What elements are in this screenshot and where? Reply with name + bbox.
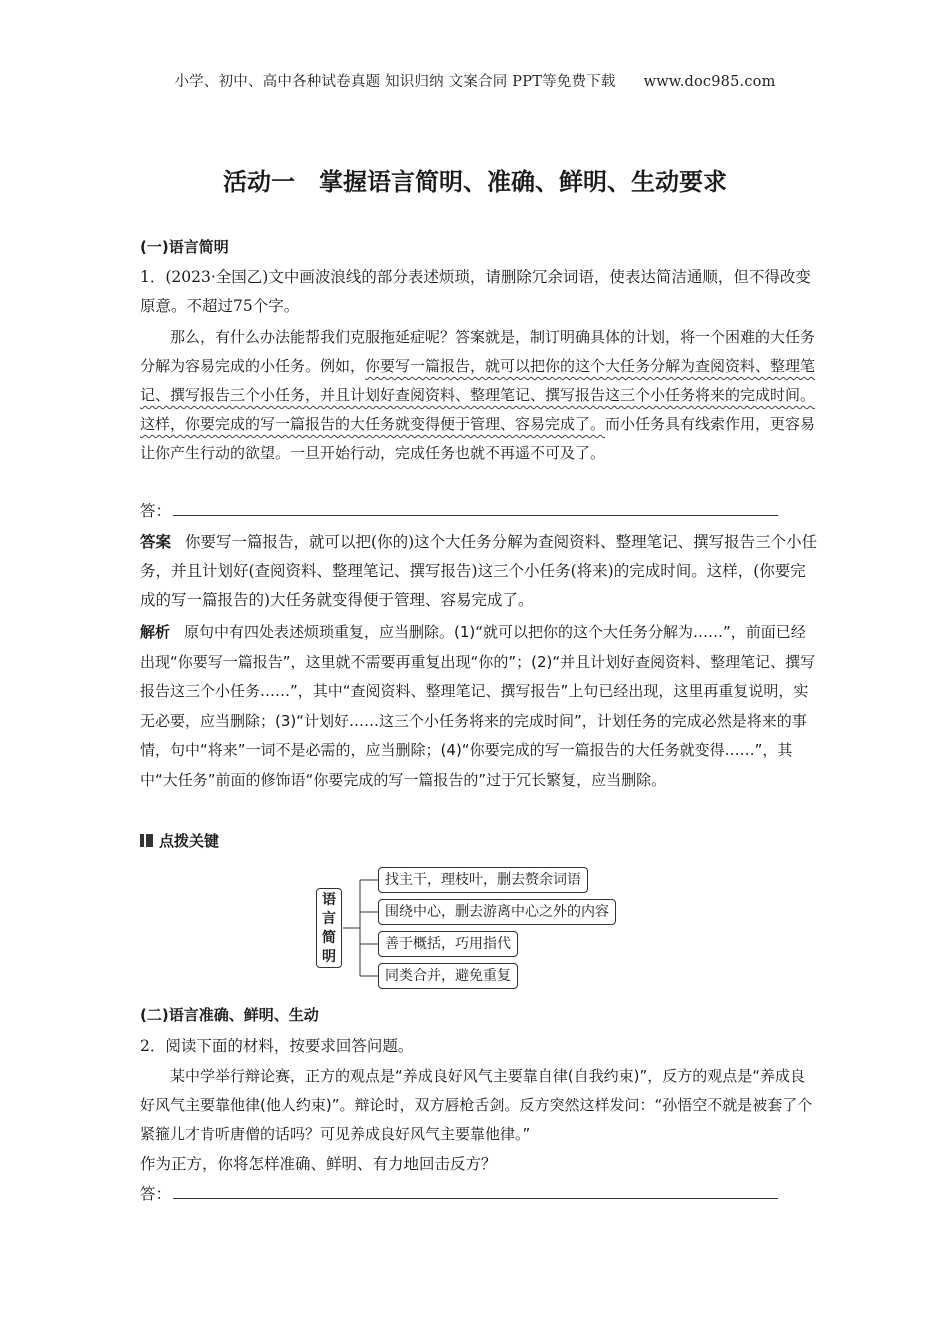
answer-blank[interactable] xyxy=(173,499,778,516)
analysis-text: 原句中有四处表述烦琐重复，应当删除。(1)“就可以把你的这个大任务分解为……”，前面已经出现“你要写一篇报告”，这里就不需要再重复出现“你的”；(2)“并且计划好查阅资料、整理笔记、撰写报告这三个小任务……”，其中“查阅资料、整理笔记、撰写报告”上句已经出现，这里再重复说明，实无必要，应当删除；(3)“计划好……这三个小任务将来的完成时间”，计划任务的完成必然是将来的事情，句中“将来”一词不是必需的，应当删除；(4)“你要完成的写一篇报告的大任务就变得……”，其中“大任务”前面的修饰语“你要完成的写一篇报告的”过于冗长繁复，应当删除。 xyxy=(140,623,816,789)
header-url[interactable]: www.doc985.com xyxy=(643,74,776,90)
question-1: 1．(2023·全国乙)文中画波浪线的部分表述烦琐，请删除冗余词语，使表达简洁通顺，但不得改变原意。不超过75个字。 xyxy=(140,268,811,315)
answer-blank[interactable] xyxy=(173,1182,778,1199)
passage-wavy-text: 你要写一篇报告，就可以把你的这个大任务分解为查阅资料、整理笔记、撰写报告三个小任务，并且计划好查阅资料、整理笔记、撰写报告这三个小任务将来的完成时间。这样，你要完成的写一篇报告的大任务就变得便于管理、容易完成了。 xyxy=(140,357,816,433)
diagram-item: 找主干，理枝叶，删去赘余词语 xyxy=(378,867,588,893)
answer-text: 你要写一篇报告，就可以把(你的)这个大任务分解为查阅资料、整理笔记、撰写报告三个小任务，并且计划好(查阅资料、整理笔记、撰写报告)这三个小任务(将来)的完成时间。这样，(你要完成的写一篇报告的)大任务就变得便于管理、容易完成了。 xyxy=(140,533,818,609)
page-title: 活动一 掌握语言简明、准确、鲜明、生动要求 xyxy=(223,168,727,196)
passage-text-before: 那么，有什么办法能帮我们克服拖延症呢？答案就是，制订明确具体的计划，将一个困难的大任务分解为容易完成的小任务。例如， xyxy=(140,328,816,375)
answer-line-1[interactable] xyxy=(140,497,820,526)
question-1-passage xyxy=(140,323,820,468)
diagram-item: 善于概括，巧用指代 xyxy=(378,931,518,957)
diagram-connectors xyxy=(316,866,386,996)
key-points-title: 点拨关键 xyxy=(159,832,220,850)
diagram-root-label: 语言简明 xyxy=(322,892,336,965)
section1-heading: (一)语言简明 xyxy=(140,238,229,256)
question-2-prompt: 作为正方，你将怎样准确、鲜明、有力地回击反方？ xyxy=(140,1155,497,1173)
passage-text-after: 而小任务具有线索作用，更容易让你产生行动的欲望。一旦开始行动，完成任务也就不再遥不可及了。 xyxy=(140,415,816,462)
key-points-diagram xyxy=(316,866,646,996)
analysis-tag: 解析 xyxy=(140,623,171,641)
analysis-block xyxy=(140,618,820,795)
diagram-item: 同类合并，避免重复 xyxy=(378,963,518,989)
answer-line-2[interactable] xyxy=(140,1180,820,1209)
key-points-heading xyxy=(140,830,219,851)
section2-heading: (二)语言准确、鲜明、生动 xyxy=(140,1006,319,1024)
heading-bars-icon xyxy=(140,834,153,847)
question-2: 2．阅读下面的材料，按要求回答问题。 xyxy=(140,1037,414,1055)
answer-block xyxy=(140,528,820,615)
answer-tag: 答案 xyxy=(140,533,172,551)
answer-prompt: 答： xyxy=(140,502,172,520)
diagram-item: 围绕中心，删去游离中心之外的内容 xyxy=(378,899,616,925)
page-header xyxy=(0,70,950,91)
answer-prompt: 答： xyxy=(140,1185,172,1203)
header-text: 小学、初中、高中各种试卷真题 知识归纳 文案合同 PPT等免费下载 xyxy=(174,74,616,90)
question-2-material: 某中学举行辩论赛，正方的观点是“养成良好风气主要靠自律(自我约束)”，反方的观点是“养成良好风气主要靠他律(他人约束)”。辩论时，双方唇枪舌剑。反方突然这样发问：“孙悟空不就是被套了个紧箍儿才肯听唐僧的话吗？可见养成良好风气主要靠他律。” xyxy=(140,1067,813,1143)
